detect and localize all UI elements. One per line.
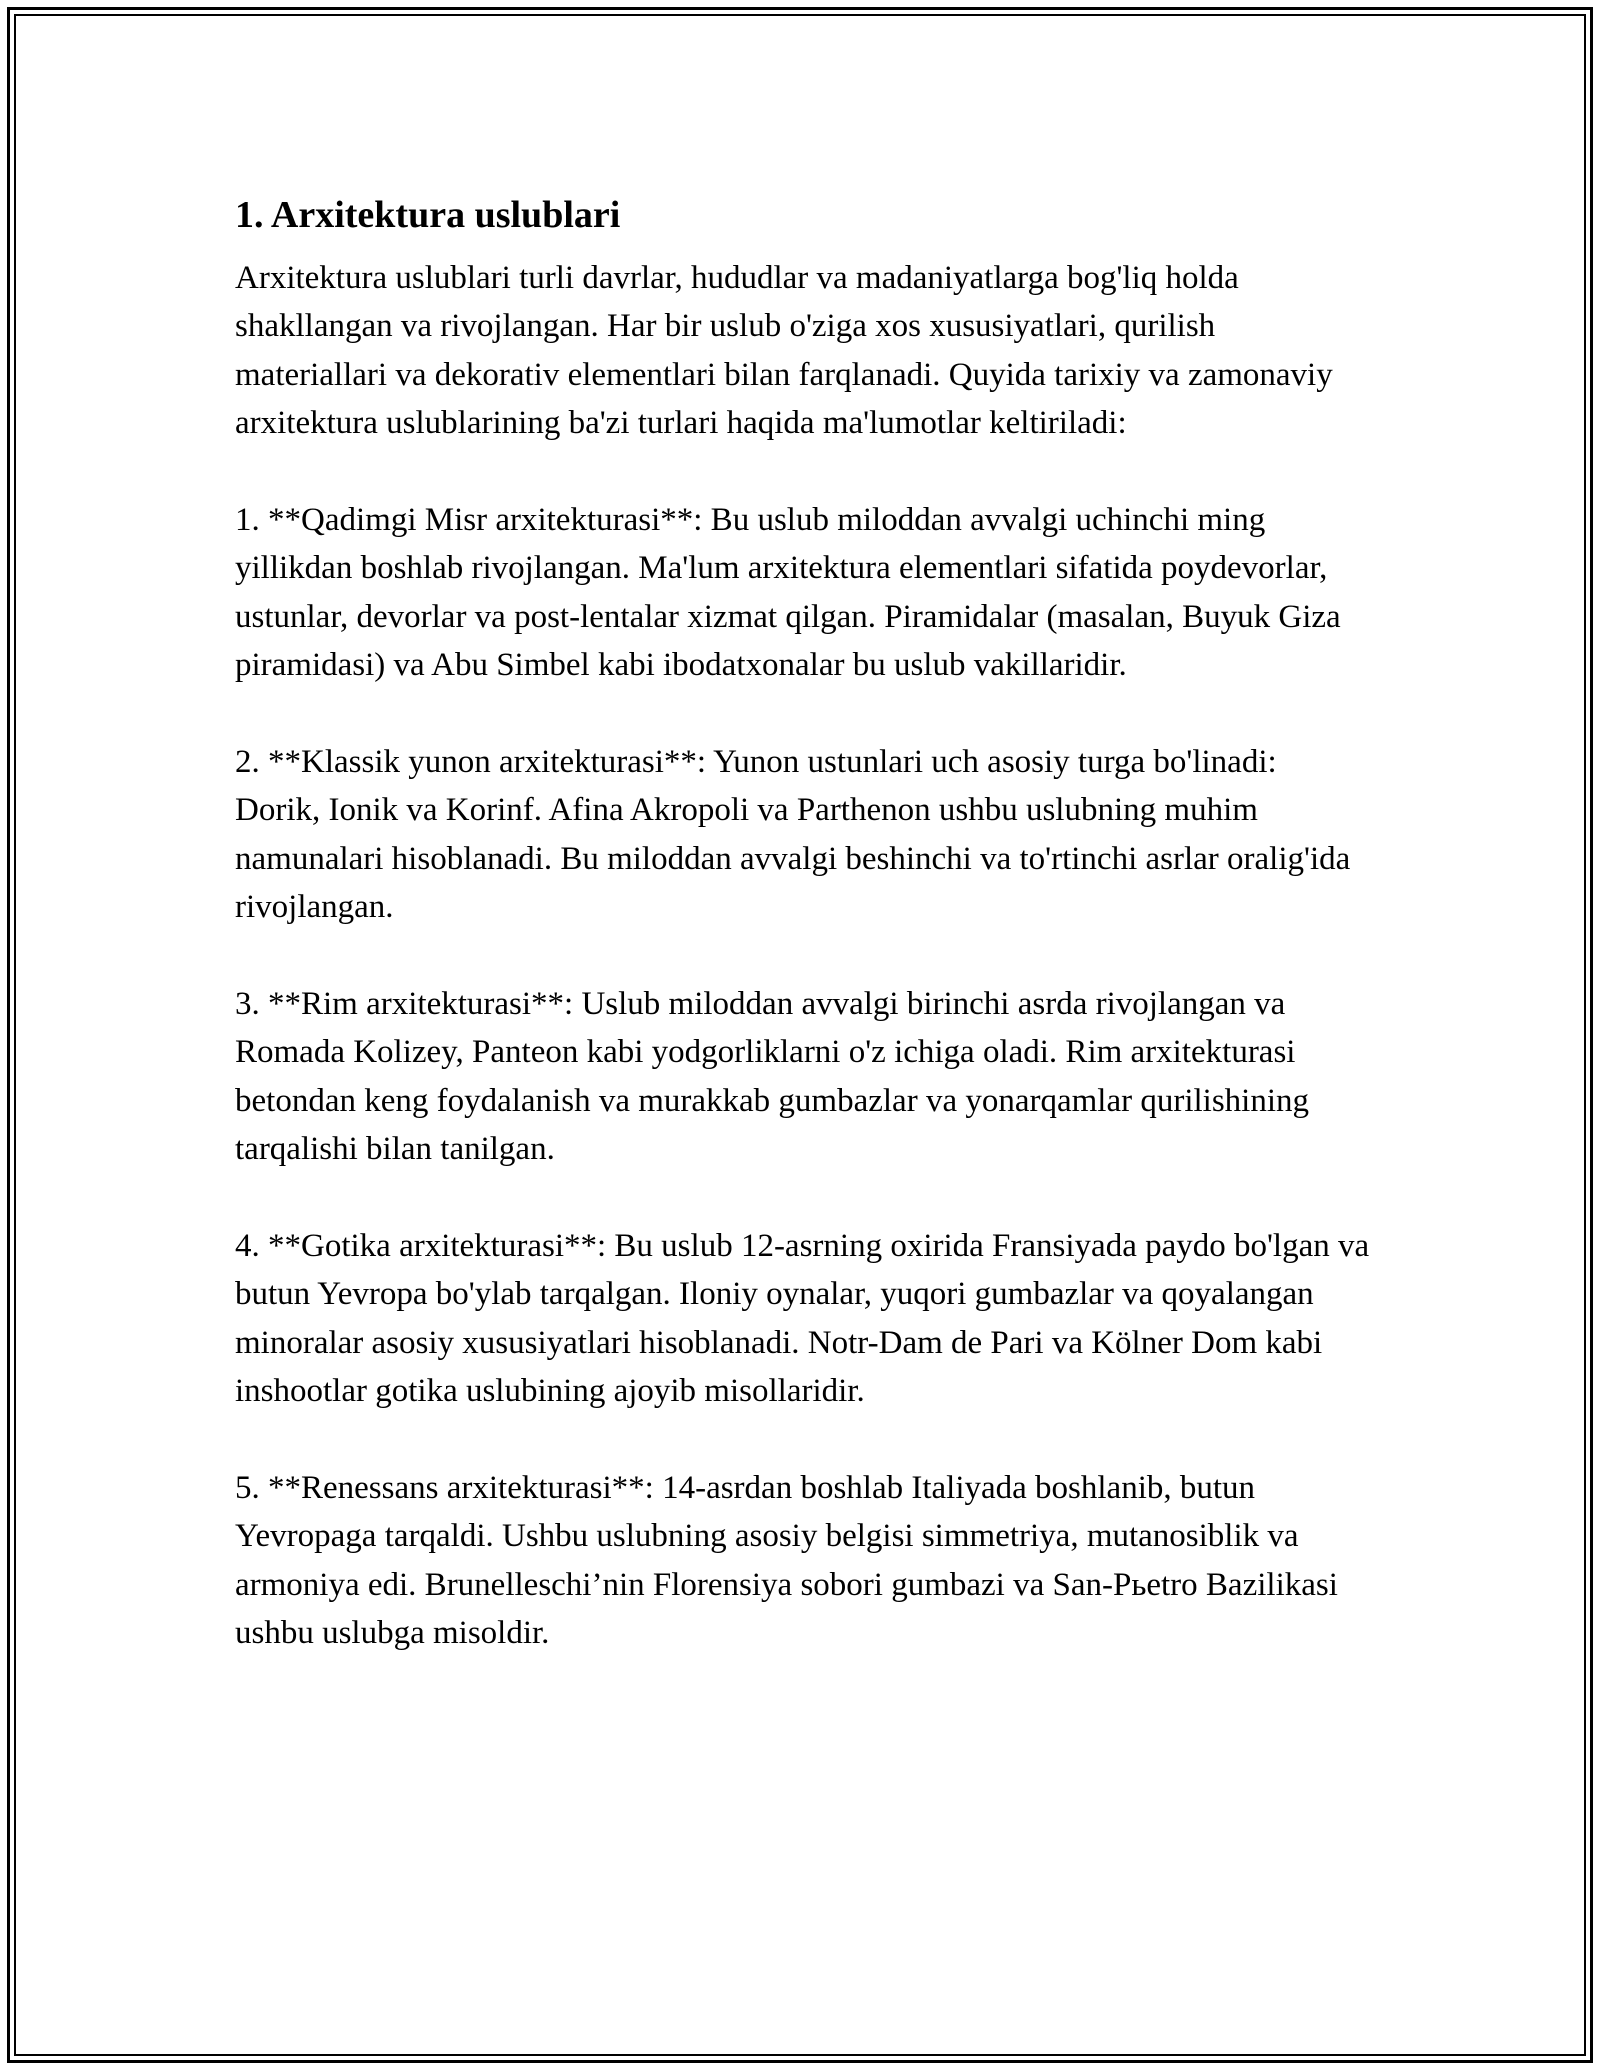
list-item-egyptian: 1. **Qadimgi Misr arxitekturasi**: Bu uslub miloddan avvalgi uchinchi ming yillikdan boshlab rivojlangan. Ma'lum arxitektura elementlari sifatida poydevorlar, ustunlar, devorlar va post-lentalar xizmat qilgan. Piramidalar (masalan, Buyuk Giza piramidasi) va Abu Simbel kabi ibodatxonalar bu uslub vakillaridir. [235, 502, 1341, 684]
section-heading: 1. Arxitektura uslublari [235, 194, 621, 236]
intro-paragraph: Arxitektura uslublari turli davrlar, hududlar va madaniyatlarga bog'liq holda shakllangan va rivojlangan. Har bir uslub o'ziga xos xususiyatlari, qurilish materiallari va dekorativ elementlari bilan farqlanadi. Quyida tarixiy va zamonaviy arxitektura uslublarining ba'zi turlari haqida ma'lumotlar keltiriladi: [235, 260, 1333, 442]
list-item-greek: 2. **Klassik yunon arxitekturasi**: Yunon ustunlari uch asosiy turga bo'linadi: Dorik, Ionik va Korinf. Afina Akropoli va Parthenon ushbu uslubning muhim namunalari hisoblanadi. Bu miloddan avvalgi beshinchi va to'rtinchi asrlar oralig'ida rivojlangan. [235, 744, 1351, 926]
document-body [235, 186, 1370, 1706]
list-item-gothic: 4. **Gotika arxitekturasi**: Bu uslub 12-asrning oxirida Fransiyada paydo bo'lgan va butun Yevropa bo'ylab tarqalgan. Iloniy oynalar, yuqori gumbazlar va qoyalangan minoralar asosiy xususiyatlari hisoblanadi. Notr-Dam de Pari va Kölner Dom kabi inshootlar gotika uslubining ajoyib misollaridir. [235, 1228, 1370, 1410]
list-item-renaissance: 5. **Renessans arxitekturasi**: 14-asrdan boshlab Italiyada boshlanib, butun Yevropaga tarqaldi. Ushbu uslubning asosiy belgisi simmetriya, mutanosiblik va armoniya edi. Brunelleschi’nin Florensiya sobori gumbazi va San-Pьetro Bazilikasi ushbu uslubga misoldir. [235, 1470, 1338, 1652]
list-item-roman: 3. **Rim arxitekturasi**: Uslub miloddan avvalgi birinchi asrda rivojlangan va Romada Kolizey, Panteon kabi yodgorliklarni o'z ichiga oladi. Rim arxitekturasi betondan keng foydalanish va murakkab gumbazlar va yonarqamlar qurilishining tarqalishi bilan tanilgan. [235, 986, 1310, 1168]
